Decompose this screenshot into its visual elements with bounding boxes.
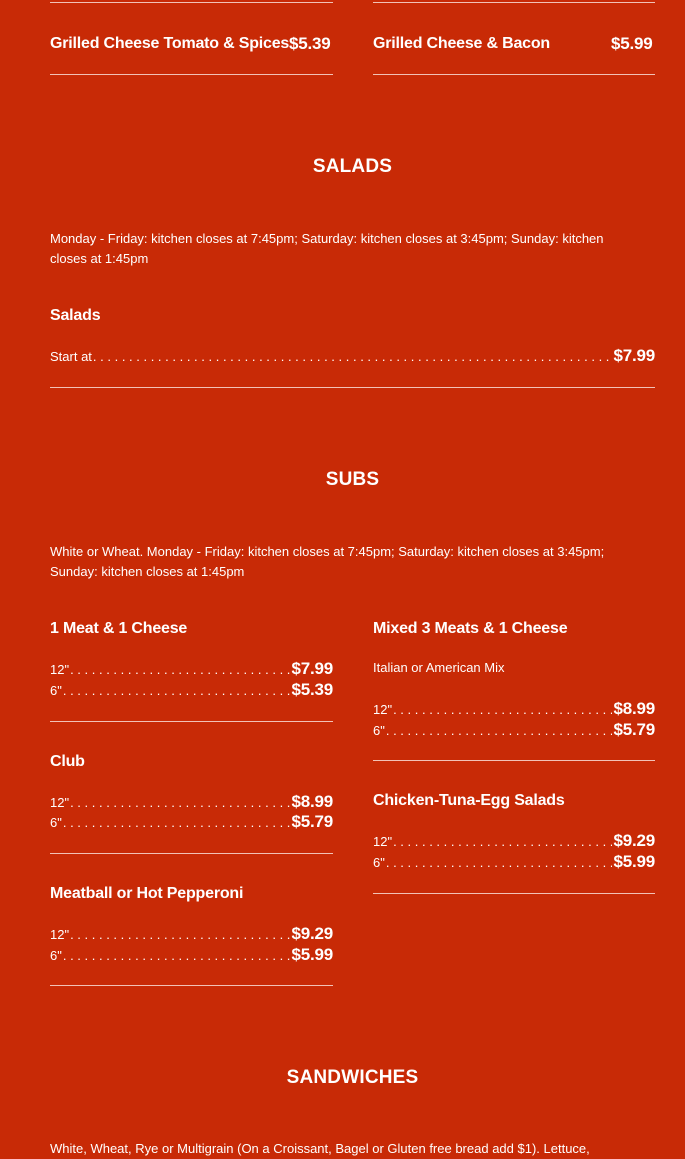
price-row-price: $7.99 — [291, 659, 333, 678]
menu-item-name: Grilled Cheese Tomato & Spices — [50, 35, 290, 52]
dot-leader — [93, 349, 613, 364]
divider — [373, 2, 655, 3]
price-row-label: 6" — [50, 683, 62, 698]
price-row-label: Start at — [50, 349, 92, 364]
dot-leader — [386, 855, 613, 870]
price-row-label: 12" — [50, 795, 70, 810]
menu-item-note: Italian or American Mix — [373, 660, 505, 675]
dot-leader — [393, 702, 612, 717]
dot-leader — [70, 795, 290, 810]
price-row-label: 12" — [373, 702, 393, 717]
price-row — [373, 831, 655, 851]
price-row-price: $9.29 — [613, 831, 655, 850]
dot-leader — [63, 683, 291, 698]
price-row-price: $5.79 — [613, 720, 655, 739]
price-row-label: 6" — [373, 855, 385, 870]
menu-item-name: Mixed 3 Meats & 1 Cheese — [373, 620, 568, 637]
divider — [50, 853, 333, 854]
dot-leader — [70, 927, 290, 942]
price-row-label: 6" — [50, 815, 62, 830]
divider — [50, 74, 333, 75]
price-row — [50, 924, 333, 944]
menu-item-name: 1 Meat & 1 Cheese — [50, 620, 188, 637]
price-row-label: 12" — [50, 927, 70, 942]
dot-leader — [70, 662, 290, 677]
price-row-price: $7.99 — [613, 346, 655, 365]
price-row-label: 12" — [50, 662, 70, 677]
price-row — [50, 659, 333, 679]
dot-leader — [393, 834, 612, 849]
price-row-price: $8.99 — [291, 792, 333, 811]
price-row-price: $9.29 — [291, 924, 333, 943]
menu-item-name: Chicken-Tuna-Egg Salads — [373, 792, 565, 809]
price-row-price: $5.79 — [291, 812, 333, 831]
divider — [373, 74, 655, 75]
price-row-label: 12" — [373, 834, 393, 849]
price-row — [50, 346, 655, 366]
price-row-price: $5.99 — [613, 852, 655, 871]
divider — [50, 2, 333, 3]
section-title-sandwiches: SANDWICHES — [286, 1067, 419, 1088]
dot-leader — [63, 815, 291, 830]
price-row — [373, 720, 655, 740]
price-row-price: $5.39 — [291, 680, 333, 699]
menu-item-name: Club — [50, 753, 85, 770]
menu-item-name: Grilled Cheese & Bacon — [373, 35, 550, 52]
price-row-label: 6" — [373, 723, 385, 738]
dot-leader — [63, 948, 291, 963]
section-description: Monday - Friday: kitchen closes at 7:45pm; Saturday: kitchen closes at 3:45pm; Sunday: kitchen closes at 1:45pm — [50, 231, 604, 266]
menu-item-name: Salads — [50, 307, 101, 324]
section-title-subs: SUBS — [325, 469, 380, 490]
price-row-price: $5.99 — [291, 945, 333, 964]
menu-item-price: $5.39 — [289, 34, 331, 53]
menu-item-name: Meatball or Hot Pepperoni — [50, 885, 244, 902]
price-row — [373, 852, 655, 872]
divider — [50, 985, 333, 986]
menu-item-price: $5.99 — [611, 34, 653, 53]
dot-leader — [386, 723, 613, 738]
divider — [373, 893, 655, 894]
price-row — [50, 792, 333, 812]
price-row — [373, 699, 655, 719]
section-description: White or Wheat. Monday - Friday: kitchen closes at 7:45pm; Saturday: kitchen closes at 3:45pm; Sunday: kitchen closes at 1:45pm — [50, 544, 605, 579]
price-row-price: $8.99 — [613, 699, 655, 718]
price-row — [50, 945, 333, 965]
divider — [50, 387, 655, 388]
section-description: White, Wheat, Rye or Multigrain (On a Croissant, Bagel or Gluten free bread add $1). Lettuce, — [50, 1141, 590, 1156]
divider — [50, 721, 333, 722]
price-row — [50, 812, 333, 832]
price-row-label: 6" — [50, 948, 62, 963]
divider — [373, 760, 655, 761]
section-title-salads: SALADS — [312, 156, 393, 177]
price-row — [50, 680, 333, 700]
